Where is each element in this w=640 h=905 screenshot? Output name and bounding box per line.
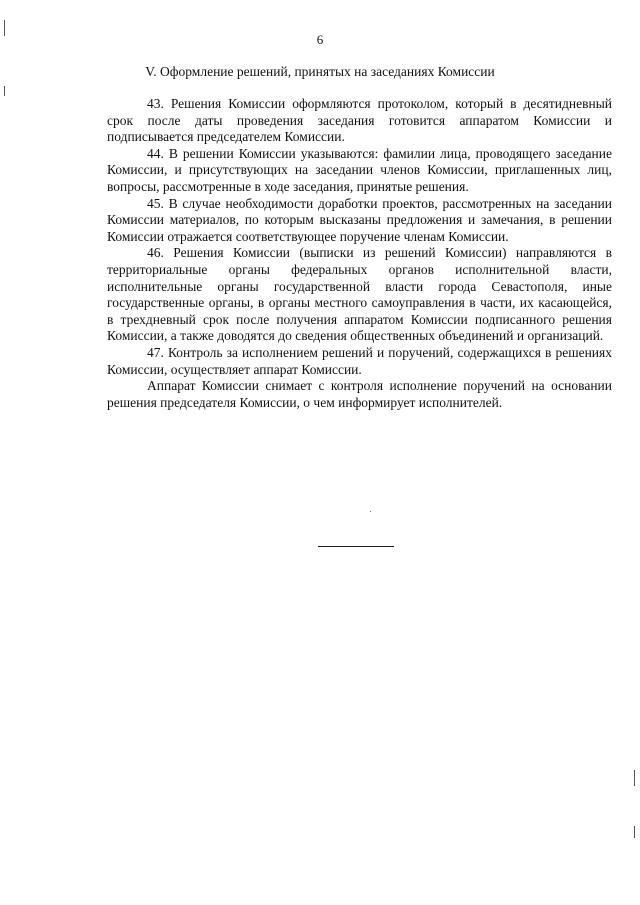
scan-speck — [370, 511, 371, 512]
document-body — [107, 96, 612, 411]
end-divider-line — [318, 546, 394, 547]
scan-edge-mark — [634, 770, 635, 786]
scan-edge-mark — [634, 826, 635, 838]
paragraph-44: 44. В решении Комиссии указываются: фамилии лица, проводящего заседание Комиссии, и присутствующих на заседании членов Комиссии, приглашенных лиц, вопросы, рассмотренные в ходе заседания, принятые решения. — [107, 145, 612, 194]
paragraph-45: 45. В случае необходимости доработки проектов, рассмотренных на заседании Комиссии материалов, по которым высказаны предложения и замечания, в решении Комиссии отражается соответствующее поручение членам Комиссии. — [107, 195, 612, 244]
paragraph-46: 46. Решения Комиссии (выписки из решений Комиссии) направляются в территориальные органы федеральных органов исполнительной власти, исполнительные органы государственной власти города Севастополя, иные государственные органы, в органы местного самоуправления в части, их касающейся, в трехдневный срок после получения аппаратом Комиссии подписанного решения Комиссии, а также доводятся до сведения общественных объединений и организаций. — [107, 245, 612, 344]
page-number: 6 — [316, 32, 324, 47]
paragraph-apparatus: Аппарат Комиссии снимает с контроля исполнение поручений на основании решения председателя Комиссии, о чем информирует исполнителей. — [107, 378, 612, 410]
paragraph-43: 43. Решения Комиссии оформляются протоколом, который в десятидневный срок после даты проведения заседания готовится аппаратом Комиссии и подписывается председателем Комиссии. — [107, 96, 612, 145]
scan-edge-mark — [4, 86, 5, 96]
paragraph-47: 47. Контроль за исполнением решений и поручений, содержащихся в решениях Комиссии, осуществляет аппарат Комиссии. — [107, 344, 612, 377]
section-title: V. Оформление решений, принятых на заседаниях Комиссии — [145, 64, 495, 79]
